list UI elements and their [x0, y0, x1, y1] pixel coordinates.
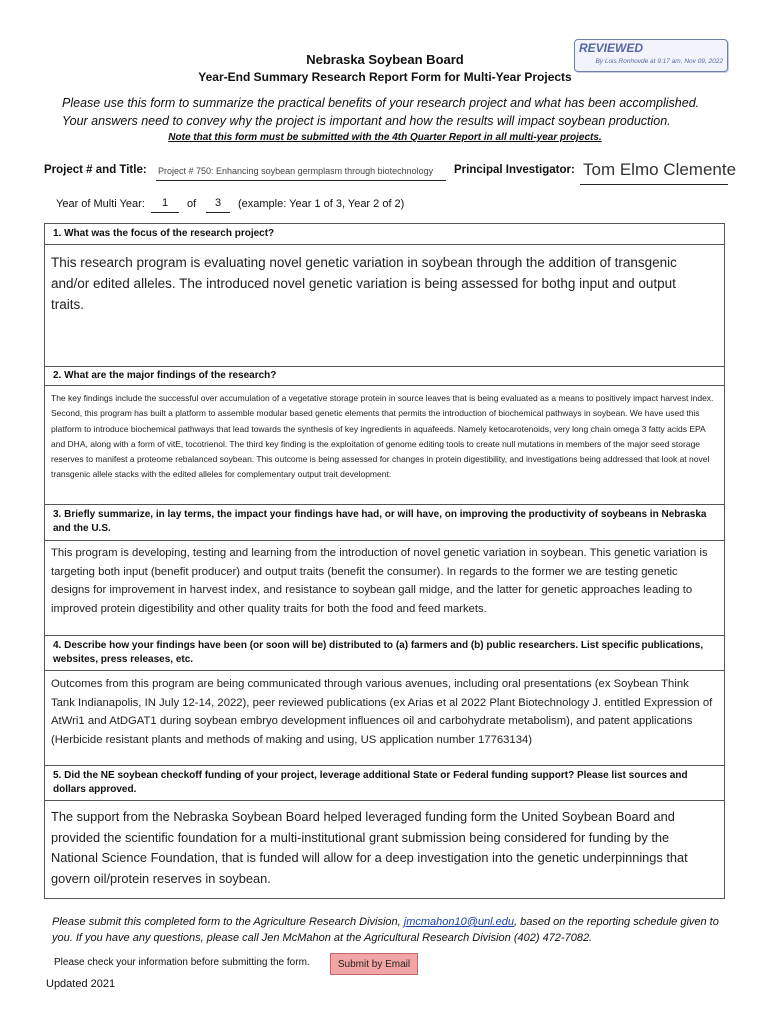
reviewed-stamp: [574, 39, 728, 72]
question-5-header: 5. Did the NE soybean checkoff funding of your project, leverage additional State or Federal funding support? Please list sources and dollars approved.: [53, 770, 688, 795]
pi-value: Tom Elmo Clemente: [583, 160, 737, 179]
answer-5-field[interactable]: The support from the Nebraska Soybean Board helped leveraged funding form the United Soybean Board and provided the scientific foundation for a multi-institutional grant submission being considered for funding by the National Science Foundation, that is funded will allow for a deep investigation into the genetic underpinnings that govern oil/protein reserves in soybean.: [51, 809, 688, 886]
year-of-label: of: [187, 198, 197, 210]
question-3-header: 3. Briefly summarize, in lay terms, the impact your findings have had, or will have, on improving the productivity of soybeans in Nebraska and the U.S.: [53, 509, 707, 534]
submit-by-email-button[interactable]: Submit by Email: [330, 953, 418, 975]
footer-text-after: , based on the reporting schedule given to you. If you have any questions, please call Jen McMahon at the Agricultural Research Division (402) 472-7082.: [52, 916, 719, 944]
pi-label: Principal Investigator:: [454, 164, 575, 176]
questions-box: [44, 223, 725, 899]
year-total-field[interactable]: 3: [206, 197, 230, 213]
answer-1-field[interactable]: This research program is evaluating novel genetic variation in soybean through the addition of transgenic and/or edited alleles. The introduced novel genetic variation is being assessed for bothg input and output traits.: [51, 255, 677, 312]
question-4-header: 4. Describe how your findings have been (or soon will be) distributed to (a) farmers and (b) public researchers. List specific publications, websites, press releases, etc.: [53, 640, 704, 665]
check-info-text: Please check your information before submitting the form.: [54, 957, 310, 968]
project-label: Project # and Title:: [44, 164, 147, 176]
year-current-field[interactable]: 1: [151, 197, 179, 213]
submission-note: Note that this form must be submitted with the 4th Quarter Report in all multi-year projects.: [168, 132, 602, 143]
stamp-status: REVIEWED: [579, 41, 644, 55]
intro-text: Please use this form to summarize the practical benefits of your research project and what has been accomplished. Your answers need to convey why the project is important and how the results will impact soybean production.: [62, 96, 700, 128]
project-value: Project # 750: Enhancing soybean germplasm through biotechnology: [158, 166, 434, 176]
question-2-header: 2. What are the major findings of the research?: [53, 370, 277, 381]
footer-text-before: Please submit this completed form to the Agriculture Research Division,: [52, 916, 404, 928]
updated-label: Updated 2021: [46, 978, 116, 990]
question-1-header: 1. What was the focus of the research project?: [53, 228, 275, 239]
contact-email-link[interactable]: jmcmahon10@unl.edu: [403, 916, 514, 928]
answer-3-field[interactable]: This program is developing, testing and learning from the introduction of novel genetic variation in soybean. This genetic variation is targeting both input (benefit producer) and output traits (benefit the consumer). In regards to the former we are testing genetic designs for improvement in harvest index, and resistance to soybean gall midge, and the latter for genetic approaches leading to improved protein digestibility and other quality traits for both the food and feed markets.: [51, 547, 708, 615]
form-title: Year-End Summary Research Report Form for Multi-Year Projects: [198, 70, 572, 84]
org-title: Nebraska Soybean Board: [306, 52, 464, 67]
year-example: (example: Year 1 of 3, Year 2 of 2): [238, 198, 405, 210]
footer-instructions: [52, 914, 732, 946]
answer-4-field[interactable]: Outcomes from this program are being communicated through various avenues, including oral presentations (ex Soybean Think Tank Indianapolis, IN July 12-14, 2022), peer reviewed publications (ex Arias et al 2022 Plant Biotechnology J. entitled Expression of AtWri1 and AtDGAT1 during soybean embryo development influences oil and carbohydrate metabolism), and patent applications (Herbicide resistant plants and methods of making and using, US application number 17763134): [51, 678, 713, 746]
pi-field[interactable]: [580, 158, 737, 185]
stamp-by-line: By Lois Ronhovde at 9:17 am, Nov 09, 2022: [595, 58, 723, 65]
year-label: Year of Multi Year:: [56, 198, 145, 210]
answer-2-field[interactable]: The key findings include the successful over accumulation of a vegetative storage protein in source leaves that is being evaluated as a means to positively impact harvest index. Second, this program has built a platform to assemble modular based genetic elements that permits the introduction of biochemical pathways in soybean. We have used this platform to introduce biochemical pathways that lead towards the synthesis of key ingredients in aquafeeds. Namely ketocarotenoids, very long chain omega 3 fatty acids EPA and DHA, along with a form of vitE, tocotrienol. The third key finding is the exploitation of genome editing tools to create null mutations in members of the major seed storage reserves to manifest a proteome rebalanced soybean. This outcome is being assessed for changes in protein digestibility, and investigations being addressed that look at novel transgenic allele stacks with the edited alleles for complementary output trait development.: [51, 393, 714, 480]
project-field[interactable]: [156, 162, 446, 181]
